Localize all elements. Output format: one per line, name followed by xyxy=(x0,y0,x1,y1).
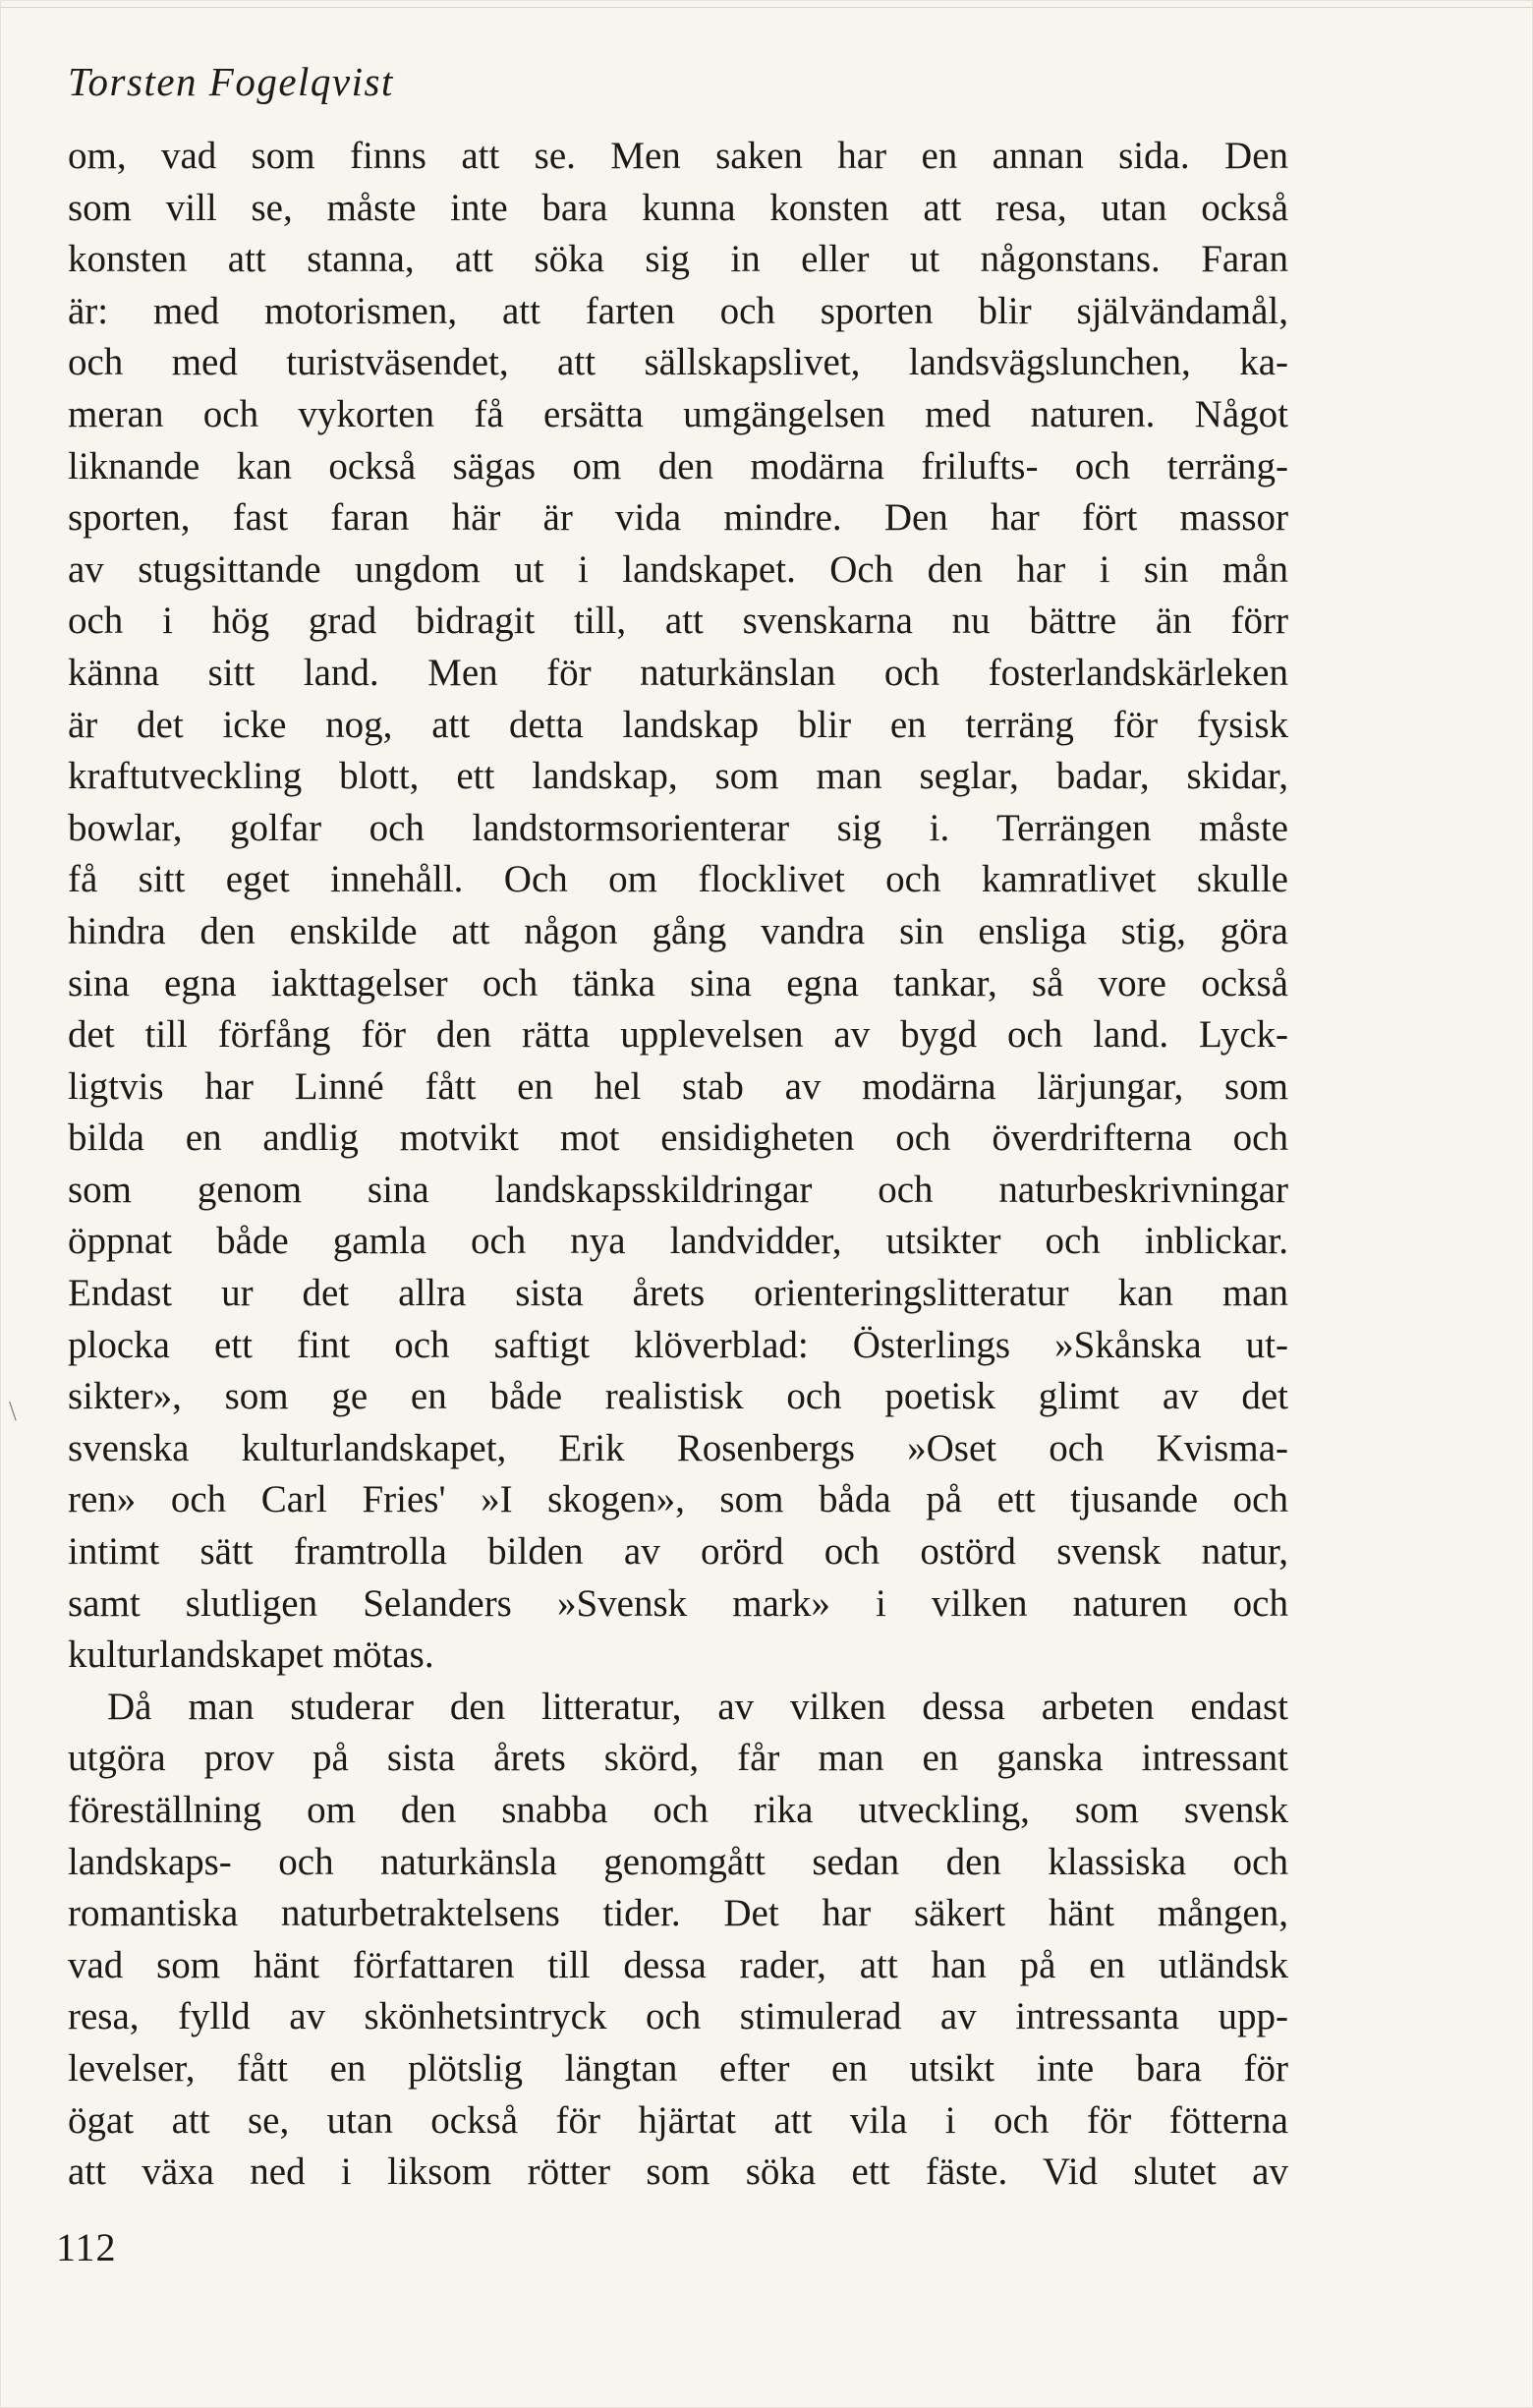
text-line: och med turistväsendet, att sällskapslivet, landsvägslunchen, ka- xyxy=(68,341,1288,384)
text-line: av stugsittande ungdom ut i landskapet. Och den har i sin mån xyxy=(68,547,1288,591)
running-head: Torsten Fogelqvist xyxy=(68,59,394,104)
text-line: och i hög grad bidragit till, att svenskarna nu bättre än förr xyxy=(68,600,1288,643)
text-line: ren» och Carl Fries' »I skogen», som båda på ett tjusande och xyxy=(68,1478,1288,1521)
page-number: 112 xyxy=(56,2225,117,2269)
text-line: resa, fylld av skönhetsintryck och stimulerad av intressanta upp- xyxy=(68,1995,1288,2038)
text-line: som vill se, måste inte bara kunna konsten att resa, utan också xyxy=(68,186,1288,229)
paragraph-last-line: kulturlandskapet mötas. xyxy=(68,1634,434,1677)
text-line: vad som hänt författaren till dessa rader, att han på en utländsk xyxy=(68,1943,1288,1986)
text-line: sporten, fast faran här är vida mindre. Den har fört massor xyxy=(68,496,1288,540)
text-line: bowlar, golfar och landstormsorienterar sig i. Terrängen måste xyxy=(68,806,1288,849)
text-line: sikter», som ge en både realistisk och poetisk glimt av det xyxy=(68,1375,1288,1418)
text-line: ögat att se, utan också för hjärtat att vila i och för fötterna xyxy=(68,2098,1288,2142)
text-line: liknande kan också sägas om den modärna frilufts- och terräng- xyxy=(68,444,1288,487)
text-line: samt slutligen Selanders »Svensk mark» i vilken naturen och xyxy=(68,1581,1288,1625)
text-line: att växa ned i liksom rötter som söka ett fäste. Vid slutet av xyxy=(68,2150,1288,2194)
text-line: känna sitt land. Men för naturkänslan och fosterlandskärleken xyxy=(68,651,1288,694)
text-line: som genom sina landskapsskildringar och naturbeskrivningar xyxy=(68,1168,1288,1211)
text-line: kraftutveckling blott, ett landskap, som man seglar, badar, skidar, xyxy=(68,755,1288,798)
text-line: svenska kulturlandskapet, Erik Rosenbergs »Oset och Kvisma- xyxy=(68,1426,1288,1469)
text-line: meran och vykorten få ersätta umgängelsen med naturen. Något xyxy=(68,392,1288,435)
body-text xyxy=(68,131,1288,2199)
text-line: Endast ur det allra sista årets orienteringslitteratur kan man xyxy=(68,1272,1288,1315)
text-line: landskaps- och naturkänsla genomgått sedan den klassiska och xyxy=(68,1840,1288,1883)
text-line: plocka ett fint och saftigt klöverblad: Österlings »Skånska ut- xyxy=(68,1323,1288,1366)
text-line: hindra den enskilde att någon gång vandra sin ensliga stig, göra xyxy=(68,909,1288,952)
top-edge-rule xyxy=(1,7,1533,8)
text-line: är det icke nog, att detta landskap blir en terräng för fysisk xyxy=(68,703,1288,746)
text-line: bilda en andlig motvikt mot ensidigheten och överdrifterna och xyxy=(68,1117,1288,1160)
text-line: är: med motorismen, att farten och sporten blir självändamål, xyxy=(68,289,1288,332)
text-line: få sitt eget innehåll. Och om flocklivet och kamratlivet skulle xyxy=(68,858,1288,901)
text-line: konsten att stanna, att söka sig in eller ut någonstans. Faran xyxy=(68,238,1288,281)
text-line: föreställning om den snabba och rika utveckling, som svensk xyxy=(68,1789,1288,1831)
text-line: öppnat både gamla och nya landvidder, utsikter och inblickar. xyxy=(68,1220,1288,1263)
text-line: utgöra prov på sista årets skörd, får man en ganska intressant xyxy=(68,1737,1288,1780)
paragraph-first-line: Då man studerar den litteratur, av vilken dessa arbeten endast xyxy=(107,1685,1288,1728)
text-line: sina egna iakttagelser och tänka sina egna tankar, så vore också xyxy=(68,961,1288,1004)
text-line: levelser, fått en plötslig längtan efter en utsikt inte bara för xyxy=(68,2046,1288,2090)
text-line: om, vad som finns att se. Men saken har en annan sida. Den xyxy=(68,135,1288,177)
text-line: intimt sätt framtrolla bilden av orörd och ostörd svensk natur, xyxy=(68,1530,1288,1574)
text-line: det till förfång för den rätta upplevelsen av bygd och land. Lyck- xyxy=(68,1013,1288,1057)
text-line: romantiska naturbetraktelsens tider. Det har säkert hänt mången, xyxy=(68,1892,1288,1935)
margin-tick-mark: \ xyxy=(9,1397,17,1427)
text-line: ligtvis har Linné fått en hel stab av modärna lärjungar, som xyxy=(68,1064,1288,1108)
